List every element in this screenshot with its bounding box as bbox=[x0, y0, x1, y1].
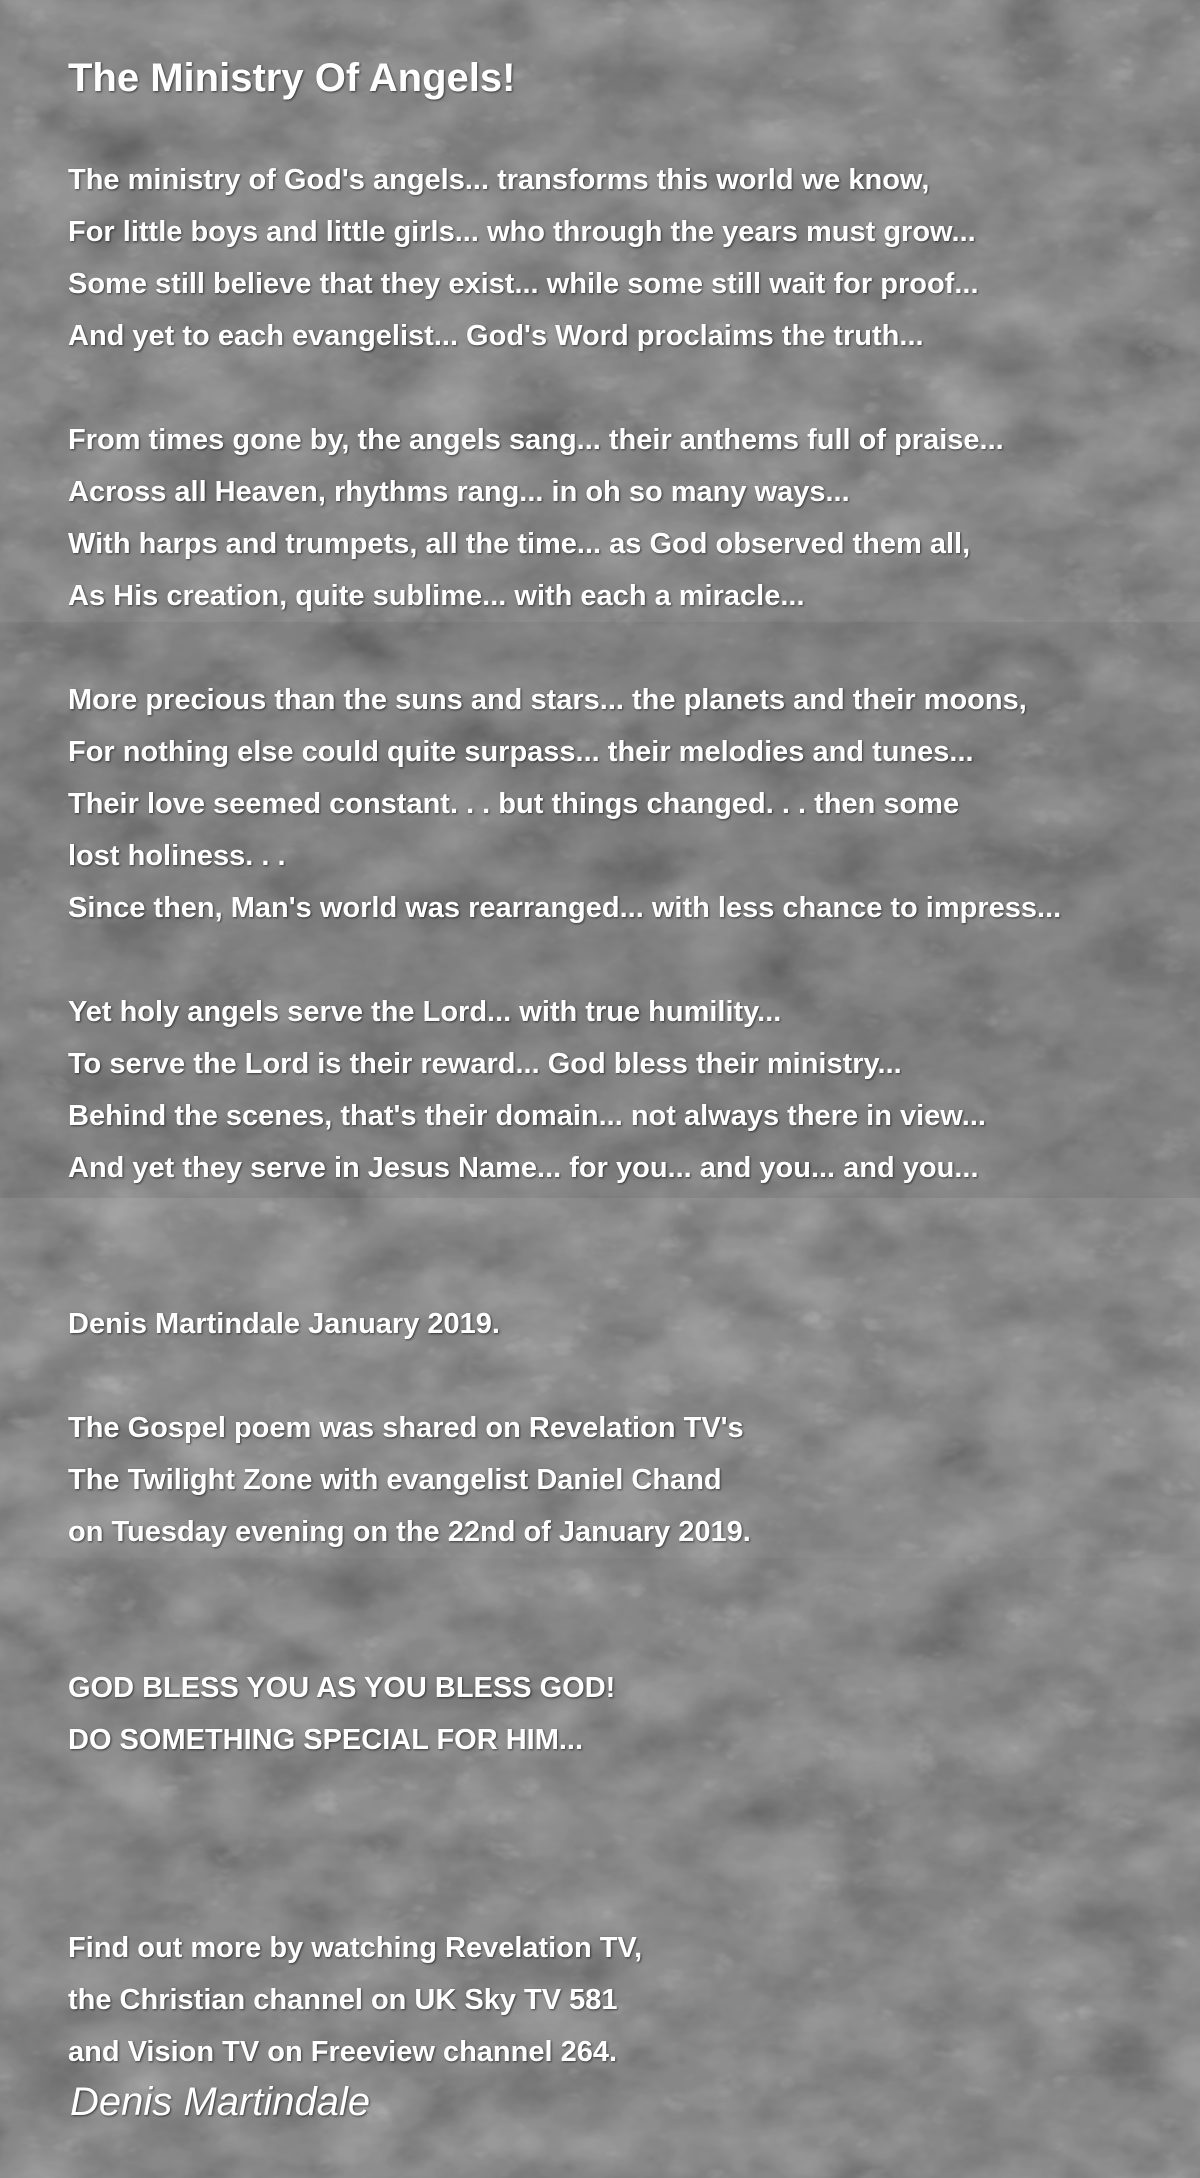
poem-line: As His creation, quite sublime... with each a miracle... bbox=[68, 580, 805, 612]
poem-line bbox=[68, 1350, 1178, 1402]
poem-line: The Gospel poem was shared on Revelation TV's bbox=[68, 1412, 744, 1444]
poem-line: Denis Martindale January 2019. bbox=[68, 1308, 500, 1340]
poem-line: With harps and trumpets, all the time... as God observed them all, bbox=[68, 528, 971, 560]
poem-line: For little boys and little girls... who through the years must grow... bbox=[68, 216, 976, 248]
poem-line: Some still believe that they exist... while some still wait for proof... bbox=[68, 268, 979, 300]
poem-line: From times gone by, the angels sang... their anthems full of praise... bbox=[68, 424, 1004, 456]
poem-line: And yet they serve in Jesus Name... for you... and you... and you... bbox=[68, 1152, 979, 1184]
poem-line: Their love seemed constant. . . but things changed. . . then some bbox=[68, 788, 960, 820]
poem-line: DO SOMETHING SPECIAL FOR HIM... bbox=[68, 1724, 584, 1756]
poem-line: The ministry of God's angels... transforms this world we know, bbox=[68, 164, 930, 196]
poem-body bbox=[68, 154, 1178, 2078]
poem-line bbox=[68, 1818, 1178, 1870]
poem-line bbox=[68, 622, 1178, 674]
poem-line bbox=[68, 362, 1178, 414]
poem-line bbox=[68, 1610, 1178, 1662]
poem-line bbox=[68, 1194, 1178, 1246]
poem-line: The Twilight Zone with evangelist Daniel Chand bbox=[68, 1464, 722, 1496]
poem-line: For nothing else could quite surpass... their melodies and tunes... bbox=[68, 736, 974, 768]
poem-line: the Christian channel on UK Sky TV 581 bbox=[68, 1984, 618, 2016]
poem-line: lost holiness. . . bbox=[68, 840, 286, 872]
poem-line: GOD BLESS YOU AS YOU BLESS GOD! bbox=[68, 1672, 616, 1704]
poem-line bbox=[68, 1870, 1178, 1922]
poem-title: The Ministry Of Angels! bbox=[68, 56, 516, 100]
poem-line bbox=[68, 934, 1178, 986]
poem-author: Denis Martindale bbox=[70, 2080, 371, 2124]
poem-line: Behind the scenes, that's their domain... not always there in view... bbox=[68, 1100, 986, 1132]
poem-line bbox=[68, 1246, 1178, 1298]
poem-line: Since then, Man's world was rearranged... with less chance to impress... bbox=[68, 892, 1062, 924]
poem-line: Across all Heaven, rhythms rang... in oh so many ways... bbox=[68, 476, 850, 508]
poem-line: More precious than the suns and stars... the planets and their moons, bbox=[68, 684, 1027, 716]
poem-line bbox=[68, 1766, 1178, 1818]
poem-container bbox=[68, 46, 1178, 2078]
poem-line: and Vision TV on Freeview channel 264. bbox=[68, 2036, 618, 2068]
poem-line: To serve the Lord is their reward... God bless their ministry... bbox=[68, 1048, 902, 1080]
poem-line bbox=[68, 1558, 1178, 1610]
poem-line: on Tuesday evening on the 22nd of January 2019. bbox=[68, 1516, 751, 1548]
poem-line: Find out more by watching Revelation TV, bbox=[68, 1932, 643, 1964]
poem-line: And yet to each evangelist... God's Word proclaims the truth... bbox=[68, 320, 924, 352]
poem-line: Yet holy angels serve the Lord... with true humility... bbox=[68, 996, 782, 1028]
